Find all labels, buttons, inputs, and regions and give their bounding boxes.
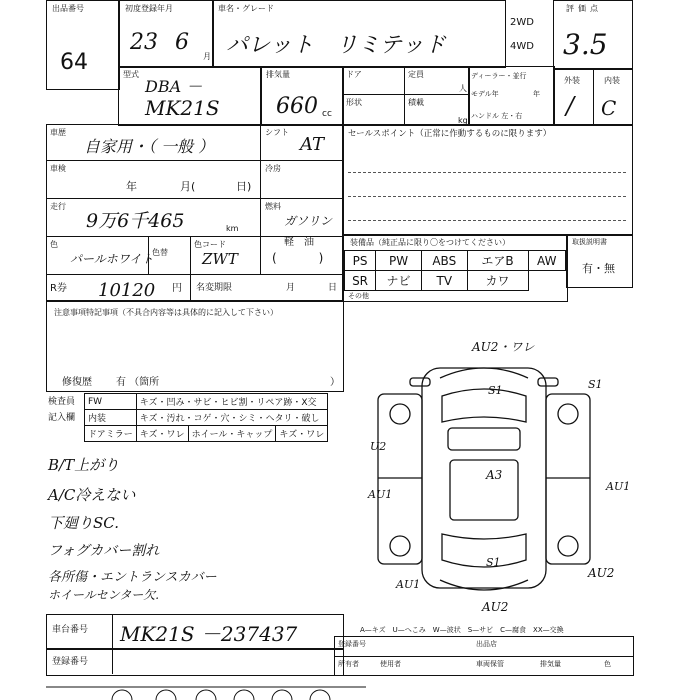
inspection-day: 日) xyxy=(236,180,252,193)
diagram-legend: A—キズ U—へこみ W—波状 S—サビ C—腐食 XX—交換 xyxy=(360,626,564,634)
car-name-value: パレット リミテッド xyxy=(226,33,446,58)
displacement-unit: cc xyxy=(322,109,332,119)
score-value: 3.5 xyxy=(563,28,608,61)
title-month: 月 xyxy=(286,283,296,293)
equipment-table-row-1 xyxy=(344,250,566,291)
diagram-mark-left-front: U2 xyxy=(370,440,387,453)
handle-label: ハンドル 左・右 xyxy=(471,112,523,120)
model-value-1: DBA － xyxy=(145,77,203,96)
repair-end: ） xyxy=(330,377,340,388)
mileage-unit: km xyxy=(226,224,239,233)
recycle-value: 10120 xyxy=(98,280,156,301)
title-day: 日 xyxy=(328,283,338,293)
drive-4wd-label: 4WD xyxy=(510,41,534,52)
fuel-value: ガソリン xyxy=(284,214,333,228)
owner-field-3: 使用者 xyxy=(380,660,401,668)
title-divider xyxy=(190,274,191,302)
shift-divider xyxy=(260,124,261,160)
diagram-mark-right-side: AU1 xyxy=(606,480,631,493)
shift-label: シフト xyxy=(265,128,289,137)
checklist-fw: FW xyxy=(85,394,137,410)
equip-aw: AW xyxy=(528,251,566,271)
equip-tv: TV xyxy=(421,271,467,291)
grade-divider xyxy=(593,68,594,126)
owner-field-7: 色 xyxy=(604,660,611,668)
diesel-paren: ( ) xyxy=(272,251,324,265)
diagram-mark-rear-left: AU1 xyxy=(396,578,421,591)
inspection-label: 車検 xyxy=(50,164,66,173)
comment-3: 下廻りSC. xyxy=(48,514,119,532)
manual-label: 取扱説明書 xyxy=(572,238,607,246)
diagram-mark-front: AU2・ワレ xyxy=(472,340,535,354)
shift-value: AT xyxy=(300,134,325,155)
inspector-label: 検査員 xyxy=(48,397,76,407)
sales-line-1 xyxy=(348,172,626,173)
diagram-mark-left-side: AU1 xyxy=(368,488,393,501)
capacity-unit: 人 xyxy=(459,84,467,93)
equip-navi: ナビ xyxy=(376,271,422,291)
inspection-month: 月( xyxy=(180,180,196,193)
registration-month-unit: 月 xyxy=(203,52,211,61)
equipment-label: 装備品（純正品に限り〇をつけてください） xyxy=(350,238,510,247)
inspection-year: 年 xyxy=(126,180,137,193)
registration-number-box xyxy=(46,648,344,676)
score-label: 評価点 xyxy=(566,4,602,13)
comment-2: A/C冷えない xyxy=(48,486,136,504)
equip-empty xyxy=(528,271,566,291)
comment-6: ホイールセンター欠. xyxy=(48,588,160,602)
equip-leather: カワ xyxy=(467,271,528,291)
owner-mid-line xyxy=(334,656,634,657)
comment-5: 各所傷・エントランスカバー xyxy=(48,570,217,585)
vehicle-row-4-line xyxy=(46,274,344,275)
load-label: 積載 xyxy=(408,98,424,107)
owner-field-4: 出品店 xyxy=(476,640,497,648)
sales-line-3 xyxy=(348,220,626,221)
use-label: 車歴 xyxy=(50,128,66,137)
equip-sr: SR xyxy=(345,271,376,291)
owner-field-2: 所有者 xyxy=(338,660,359,668)
interior-grade-label: 内装 xyxy=(604,76,620,85)
equip-pw: PW xyxy=(376,251,422,271)
vehicle-row-2-line xyxy=(46,198,344,199)
caution-label: 注意事項特記事項（不具合内容等は具体的に記入して下さい） xyxy=(54,308,278,317)
door-label: ドア xyxy=(346,70,362,79)
interior-grade-value: C xyxy=(601,96,617,120)
capacity-label: 定員 xyxy=(408,70,424,79)
chassis-label: 車台番号 xyxy=(52,625,89,635)
displacement-label: 排気量 xyxy=(266,70,290,79)
door-capacity-divider xyxy=(404,66,405,126)
color-divider-2 xyxy=(190,236,191,274)
dealer-label: ディーラー・並行 xyxy=(471,72,527,80)
diagram-mark-rear-glass: S1 xyxy=(486,556,501,569)
diagram-mark-rear-right: AU2 xyxy=(588,566,615,580)
checklist-interior-options: キズ・汚れ・コゲ・穴・シミ・ヘタリ・破し xyxy=(136,410,327,426)
sales-line-2 xyxy=(348,196,626,197)
recycle-unit: 円 xyxy=(172,283,182,294)
chassis-value: MK21S －237437 xyxy=(120,622,298,646)
model-year-unit: 年 xyxy=(533,90,540,98)
diagram-mark-rear: AU2 xyxy=(482,600,509,614)
equip-abs: ABS xyxy=(421,251,467,271)
exterior-grade-label: 外装 xyxy=(564,76,580,85)
model-year-label: モデル年 xyxy=(471,90,499,98)
lot-number-box xyxy=(46,0,120,90)
model-value-2: MK21S xyxy=(145,96,220,120)
fuel-label: 燃料 xyxy=(265,202,281,211)
diesel-label: 軽 油 xyxy=(284,237,314,248)
cooling-label: 冷房 xyxy=(265,164,281,173)
repair-value: 有 （箇所 xyxy=(116,377,160,388)
manual-value: 有・無 xyxy=(582,262,615,275)
registration-year: 23 xyxy=(130,30,158,55)
comment-1: B/T上がり xyxy=(48,456,120,474)
repair-label: 修復歴 xyxy=(62,377,92,388)
shape-label: 形状 xyxy=(346,98,362,107)
checklist-mirror: ドアミラー xyxy=(85,426,137,442)
checklist-wheel: ホイール・キャップ xyxy=(188,426,276,442)
recycle-label: R券 xyxy=(50,283,67,294)
equip-airbag: エアB xyxy=(467,251,528,271)
diagram-mark-bonnet: S1 xyxy=(488,384,503,397)
color-code-label: 色コード xyxy=(194,240,226,249)
registration-number-label: 登録番号 xyxy=(52,657,89,667)
use-value: 自家用・（ 一般 ） xyxy=(84,137,215,156)
exterior-grade-value: / xyxy=(566,92,575,120)
color-change-label: 色替 xyxy=(152,248,168,257)
load-unit: kg xyxy=(458,116,468,125)
sales-point-label: セールスポイント（正常に作動するものに限ります） xyxy=(348,129,552,139)
lot-number-label: 出品番号 xyxy=(52,4,84,13)
car-name-label: 車名・グレード xyxy=(218,4,274,13)
lot-number-value: 64 xyxy=(60,50,88,75)
color-code-value: ZWT xyxy=(202,250,238,268)
color-label: 色 xyxy=(50,240,58,249)
vehicle-row-1-line xyxy=(46,160,344,161)
owner-field-5: 車両保管 xyxy=(476,660,504,668)
registration-month: 6 xyxy=(175,30,189,55)
other-equipment-label: その他 xyxy=(348,292,369,300)
title-label: 名変期限 xyxy=(196,283,233,293)
entry-label: 記入欄 xyxy=(48,413,76,423)
fuel-divider xyxy=(260,198,261,274)
comment-4: フォグカバー割れ xyxy=(48,543,160,559)
drive-2wd-label: 2WD xyxy=(510,17,534,28)
registration-label: 初度登録年月 xyxy=(125,4,173,13)
displacement-value: 660 xyxy=(276,94,318,119)
checklist-fw-options: キズ・凹み・サビ・ヒビ割・リペア跡・X交 xyxy=(136,394,327,410)
checklist-interior: 内装 xyxy=(85,410,137,426)
stamp-circles xyxy=(46,686,366,700)
checklist-table xyxy=(84,393,328,442)
owner-field-6: 排気量 xyxy=(540,660,561,668)
door-shape-divider xyxy=(342,94,470,95)
mileage-label: 走行 xyxy=(50,202,66,211)
checklist-wheel-options: キズ・ワレ xyxy=(276,426,328,442)
diagram-mark-roof: A3 xyxy=(486,468,503,482)
owner-field-1: 登録番号 xyxy=(338,640,366,648)
mileage-value: 9万6千465 xyxy=(86,210,185,232)
color-value: パールホワイト xyxy=(70,252,154,266)
cool-divider xyxy=(260,160,261,198)
diagram-mark-front-right: S1 xyxy=(588,378,603,391)
equip-ps: PS xyxy=(345,251,376,271)
checklist-mirror-options: キズ・ワレ xyxy=(136,426,188,442)
model-label: 型式 xyxy=(123,70,139,79)
